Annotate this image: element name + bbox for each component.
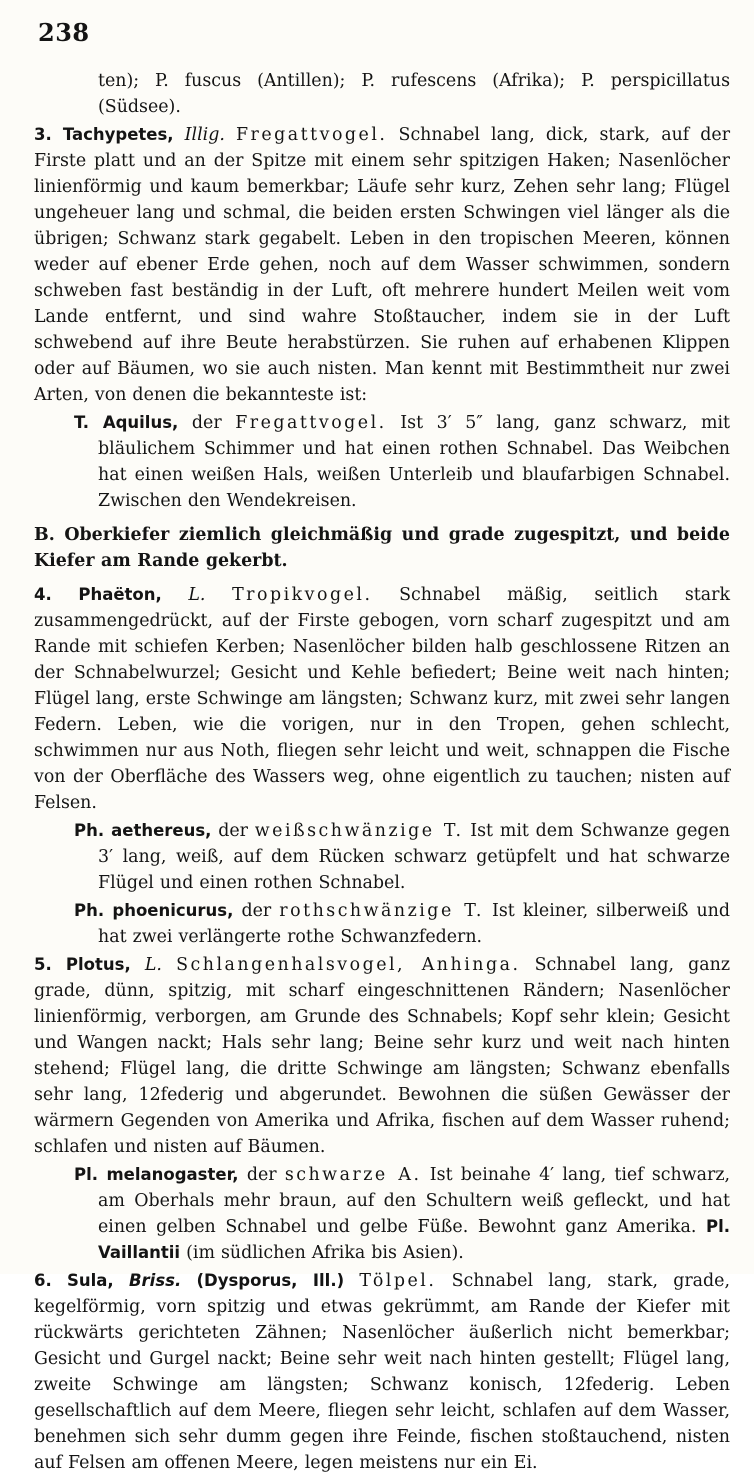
continuation-text [34, 68, 730, 120]
entry-number: 5. [34, 955, 52, 974]
genus-synonym: (Dysporus, Ill.) [196, 1271, 345, 1290]
entry-description: Schnabel lang, ganz grade, dünn, spitzig, mit scharf eingeschnittenen Rändern; Nasenlöcher linienförmig, verborgen, am Grunde des Schnabels; Kopf sehr klein; Gesicht und Wangen nackt; Hals sehr lang; Beine sehr kurz und weit nach hinten stehend; Flügel lang, die dritte Schwinge am längsten; Schwanz ebenfalls sehr lang, 12federig und abgerundet. Bewohnen die süßen Gewässer der wärmern Gegenden von Amerika und Afrika, fischen auf dem Wasser ruhend; schlafen und nisten auf Bäumen. [34, 955, 730, 1157]
species-common-name: schwarze A. [284, 1165, 422, 1185]
species-description: Ist 3′ 5″ lang, ganz schwarz, mit bläulichem Schimmer und hat einen rothen Schnabel. Das Weibchen hat einen weißen Hals, weißen Unterleib und blaufarbigen Schnabel. Zwischen den Wendekreisen. [98, 413, 730, 511]
genus-author: L. [144, 955, 162, 975]
entry-description: Schnabel mäßig, seitlich stark zusammengedrückt, auf der Firste gebogen, vorn scharf zugespitzt und am Rande mit schiefen Kerben; Nasenlöcher bilden halb geschlossene Ritzen an der Schnabelwurzel; Gesicht und Kehle befiedert; Beine weit nach hinten; Flügel lang, erste Schwinge am längsten; Schwanz kurz, mit zwei sehr langen Federn. Leben, wie die vorigen, nur in den Tropen, gehen schlecht, schwimmen nur aus Noth, fliegen sehr leicht und weit, schnappen die Fische von der Oberfläche des Wassers weg, ohne eigentlich zu tauchen; nisten auf Felsen. [34, 585, 730, 813]
species-common-name: weißschwänzige T. [254, 821, 464, 841]
entry-number: 6. [34, 1271, 52, 1290]
genus-entry-phaeton [34, 582, 730, 816]
page-number: 238 [38, 18, 90, 47]
genus-name: Plotus, [65, 955, 131, 974]
species-common-name: rothschwänzige T. [279, 901, 484, 921]
entry-description: Schnabel lang, dick, stark, auf der Firste platt und an der Spitze mit einem sehr spitzigen Haken; Nasenlöcher linienförmig und kaum bemerkbar; Läufe sehr kurz, Zehen sehr lang; Flügel ungeheuer lang und schmal, die beiden ersten Schwingen viel länger als die übrigen; Schwanz stark gegabelt. Leben in den tropischen Meeren, können weder auf ebener Erde gehen, noch auf dem Wasser schwimmen, sondern schweben fast beständig in der Luft, oft mehrere hundert Meilen weit vom Lande entfernt, und sind wahre Stoßtaucher, indem sie in der Luft schwebend auf ihre Beute herabstürzen. Sie ruhen auf erhabenen Klippen oder auf Bäumen, wo sie auch nisten. Man kennt mit Bestimmtheit nur zwei Arten, von denen die bekannteste ist: [34, 125, 731, 405]
subgroup-description: Oberkiefer ziemlich gleichmäßig und grade zugespitzt, und beide Kiefer am Rande gekerbt. [34, 525, 730, 571]
common-name: Tölpel. [359, 1271, 437, 1291]
species-range-secondary: (im südlichen Afrika bis Asien). [186, 1243, 464, 1263]
entry-description: Schnabel lang, stark, grade, kegelförmig, vorn spitzig und etwas gekrümmt, am Rande der Kiefer mit rückwärts gerichteten Zähnen; Nasenlöcher äußerlich nicht bemerkbar; Gesicht und Gurgel nackt; Beine sehr weit nach hinten gestellt; Flügel lang, zweite Schwinge am längsten; Schwanz konisch, 12federig. Leben gesellschaftlich auf dem Meere, fliegen sehr leicht, schlafen auf dem Wasser, benehmen sich sehr dumm gegen ihre Feinde, fischen stoßtauchend, nisten auf Felsen am offenen Meere, legen meistens nur ein Ei. [34, 1271, 730, 1473]
species-article: der [191, 413, 222, 433]
entries-column [34, 122, 730, 1478]
genus-author: Illig. [184, 125, 225, 145]
species-description: Ist mit dem Schwanze gegen 3′ lang, weiß, auf dem Rücken schwarz getüpfelt und hat schwarze Flügel und einen rothen Schnabel. [98, 821, 730, 893]
genus-entry-tachypetes [34, 122, 730, 408]
genus-author: Briss. [128, 1271, 182, 1290]
genus-name: Sula, [67, 1271, 114, 1290]
genus-name: Phaëton, [78, 585, 162, 604]
species-article: der [241, 901, 272, 921]
species-common-name: Fregattvogel. [235, 413, 387, 433]
entry-number: 4. [34, 585, 52, 604]
species-entry-melanogaster [34, 1162, 730, 1266]
species-entry-aquilus [34, 410, 730, 514]
species-description: Ist kleiner, silberweiß und hat zwei verlängerte rothe Schwanzfedern. [98, 901, 731, 947]
entry-number: 3. [34, 125, 52, 144]
species-article: der [246, 1165, 277, 1185]
species-name: T. Aquilus, [74, 413, 179, 432]
subgroup-heading-b [34, 522, 730, 574]
species-description: Ist beinahe 4′ lang, tief schwarz, am Oberhals mehr braun, auf den Schultern weiß gefleckt, und hat einen gelben Schnabel und gelbe Füße. Bewohnt ganz Amerika. [98, 1165, 731, 1237]
genus-name: Tachypetes, [62, 125, 174, 144]
species-entry-phoenicurus [34, 898, 730, 950]
genus-entry-sula [34, 1268, 730, 1476]
genus-entry-plotus [34, 952, 730, 1160]
species-entry-aethereus [34, 818, 730, 896]
continuation-line: ten); P. fuscus (Antillen); P. rufescens (Afrika); P. perspicillatus (Südsee). [98, 71, 730, 117]
common-name: Tropikvogel. [232, 585, 373, 605]
species-article: der [218, 821, 248, 841]
common-name: Fregattvogel. [235, 125, 388, 145]
species-name: Ph. phoenicurus, [74, 901, 234, 920]
genus-author: L. [188, 585, 206, 605]
species-name-secondary: Pl. Vaillantii [98, 1217, 731, 1262]
species-name: Ph. aethereus, [74, 821, 212, 840]
subgroup-label: B. [34, 525, 55, 545]
common-name: Schlangenhalsvogel, Anhinga. [176, 955, 521, 975]
species-name: Pl. melanogaster, [74, 1165, 239, 1184]
